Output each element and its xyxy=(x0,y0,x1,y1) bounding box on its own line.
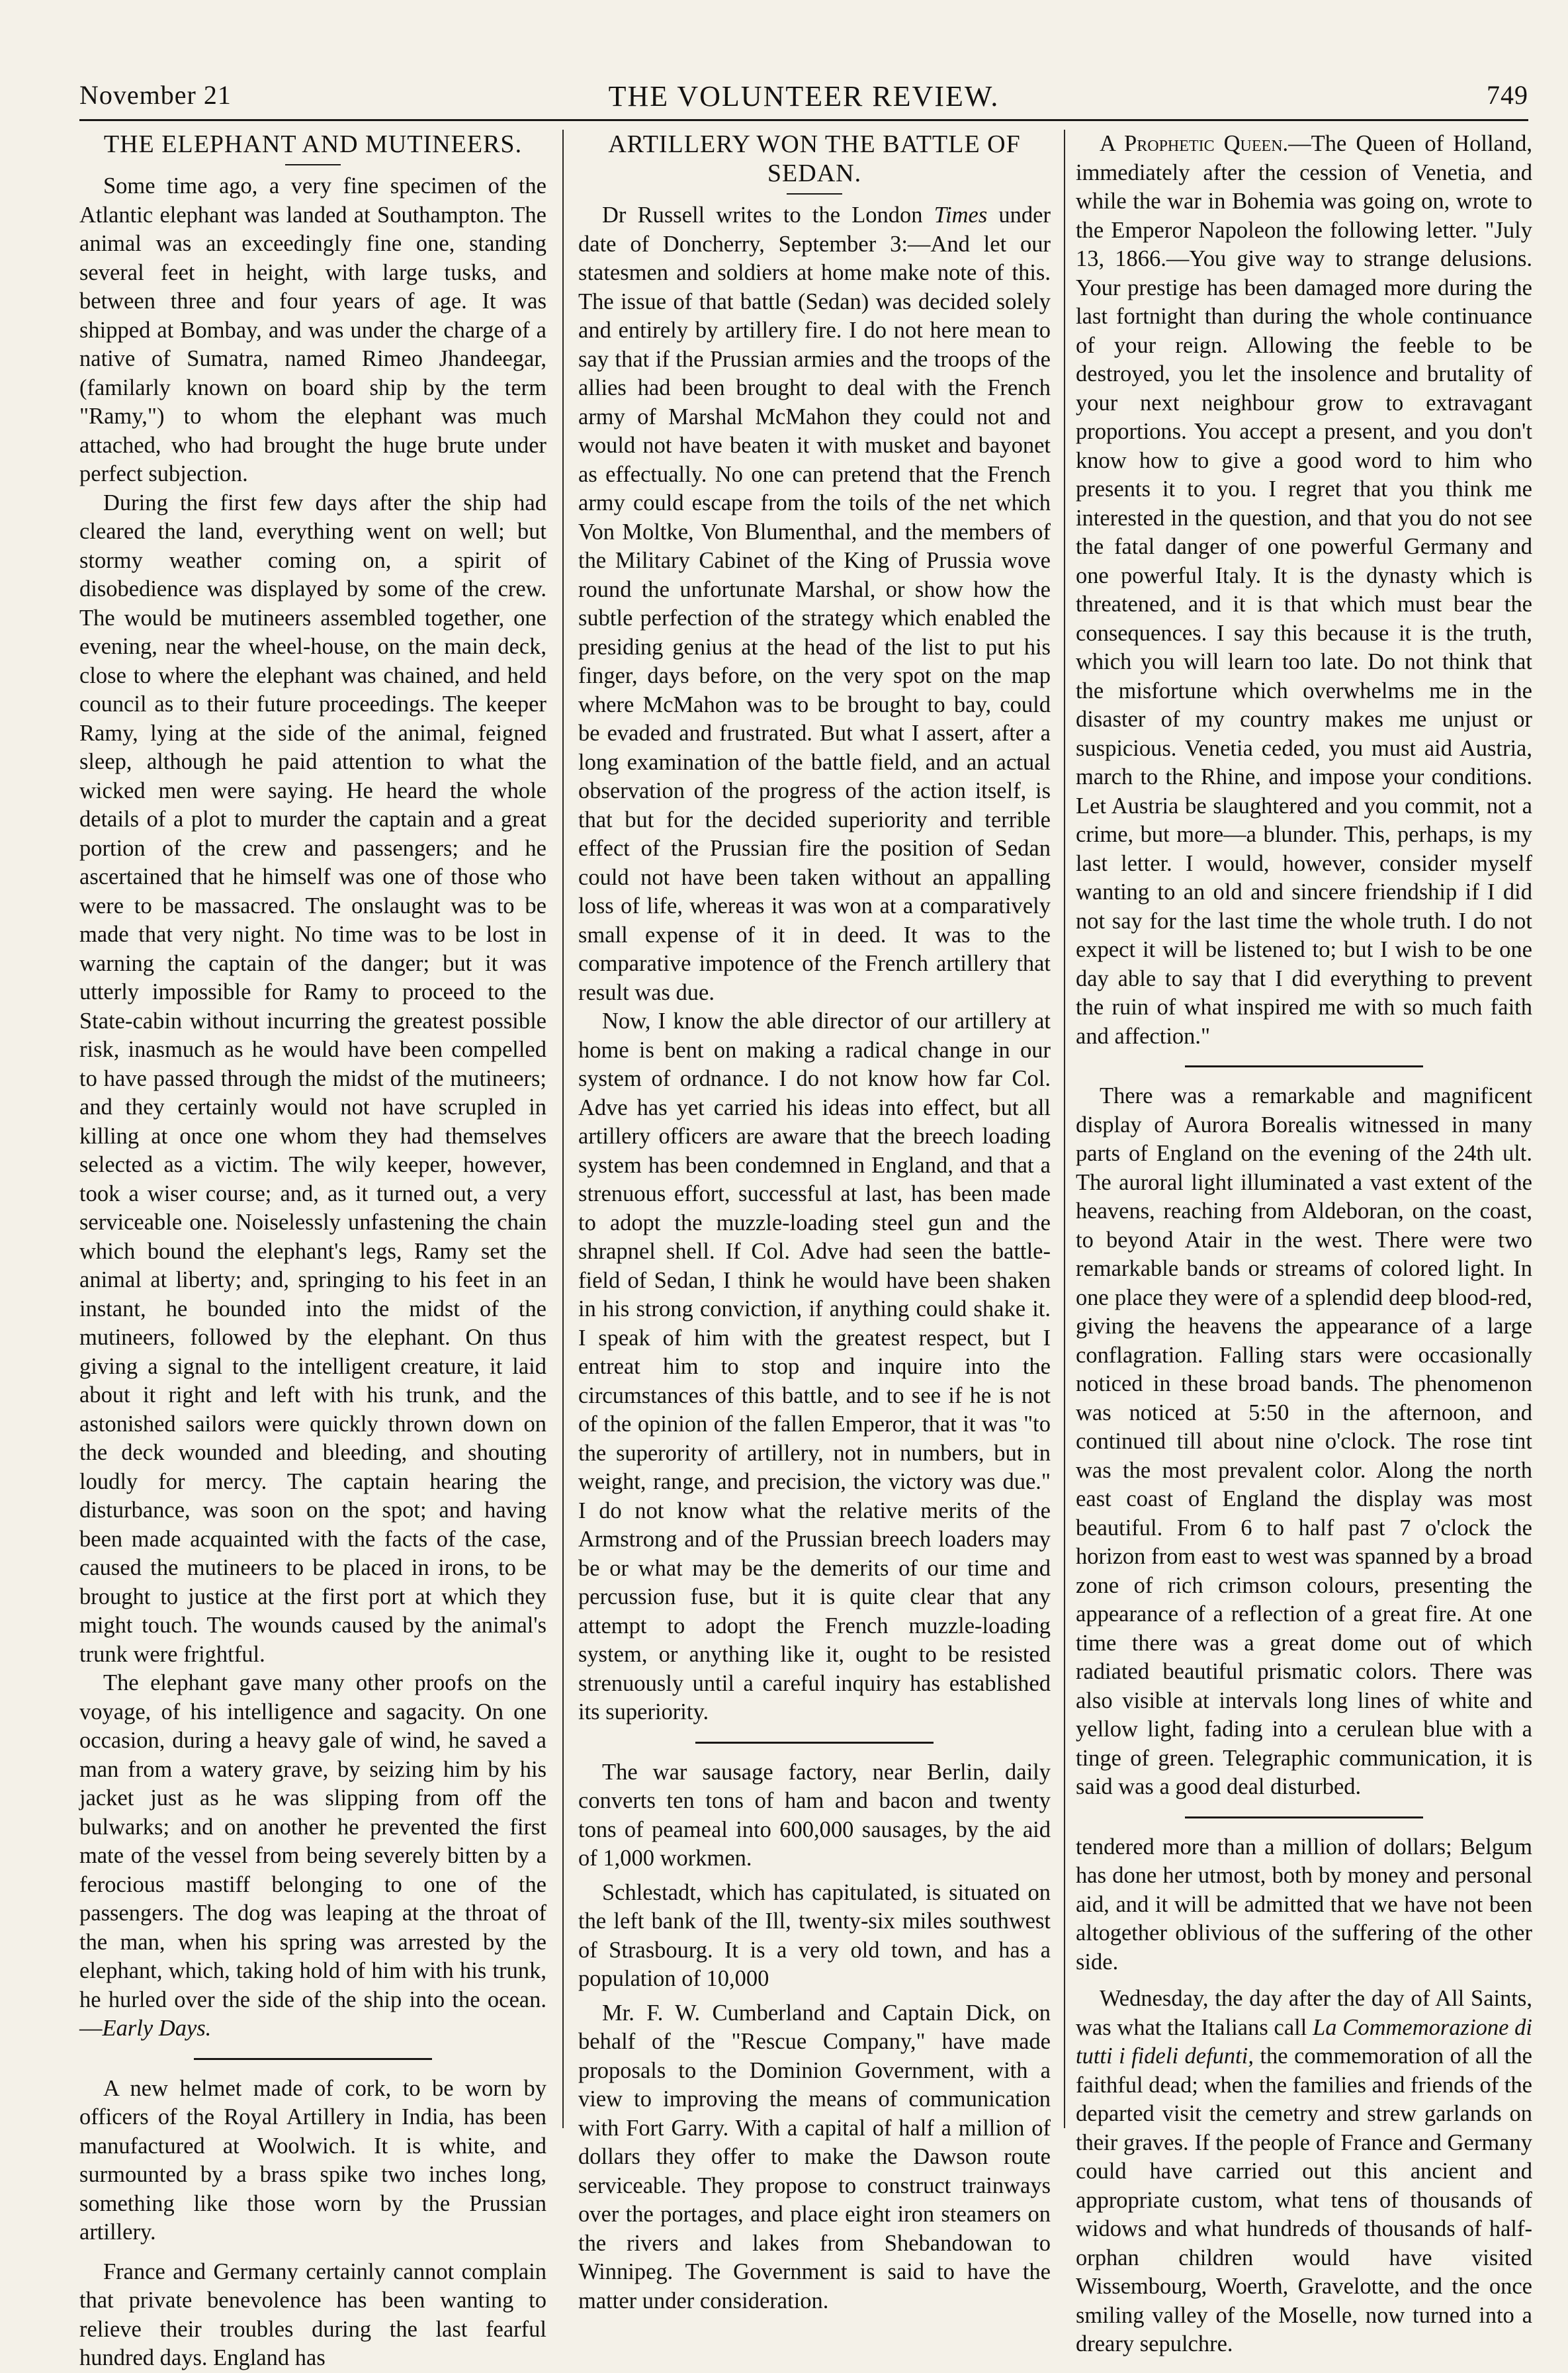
newspaper-name: Times xyxy=(934,202,988,228)
column-rule xyxy=(562,130,564,2128)
paragraph-heading: A Prophetic Queen. xyxy=(1100,131,1289,156)
italian-phrase: La Commemorazione di tutti i fideli defunti, xyxy=(1076,2014,1532,2069)
paragraph-text: under date of Doncherry, September 3:—And let our statesmen and soldiers at home make note of this. The issue of that battle (Sedan) was decided solely and entirely by artillery fire. I do not here mean to say that if the Prussian armies and the troops of the allies had been brought to deal with the French army of Marshal McMahon they could not and would not have beaten it with musket and bayonet as effectually. No one can pretend that the French army could escape from the toils of the net which Von Moltke, Von Blumenthal, and the members of the Military Cabinet of the King of Prussia wove round the unfortunate Marshal, or show how the subtle perfection of the strategy which enabled the presiding genius at the head of the list to put his finger, days before, on the very spot on the map where McMahon was to be brought to bay, could be evaded and frustrated. But what I assert, after a long examination of the battle field, and an actual observation of the progress of the action itself, is that but for the decided superiority and terrible effect of the Prussian fire the position of Sedan could not have been taken without an appalling loss of life, whereas it was won at a comparatively small expense of it in deed. It was to the comparative impotence of the French artillery that result was due. xyxy=(578,202,1051,1005)
paragraph: During the first few days after the ship had cleared the land, everything went on well; but stormy weather coming on, a spirit of disobedience was displayed by some of the crew. The would be mutineers assembled together, one evening, near the wheel-house, on the main deck, close to where the elephant was chained, and held council as to their future proceedings. The keeper Ramy, lying at the side of the animal, feigned sleep, although he paid attention to what the wicked men were saying. He heard the whole details of a plot to murder the captain and a great portion of the crew and passengers; and he ascertained that he himself was one of those who were to be massacred. The onslaught was to be made that very night. No time was to be lost in warning the captain of the danger; but it was utterly impossible for Ramy to proceed to the State-cabin without incurring the greatest possible risk, inasmuch as he would have been compelled to have passed through the midst of the mutineers; and they certainly would not have scrupled in killing at once one whom they had themselves selected as a victim. The wily keeper, however, took a wiser course; and, as it turned out, a very serviceable one. Noiselessly unfastening the chain which bound the elephant's legs, Ramy set the animal at liberty; and, springing to his feet in an instant, he bounded into the midst of the mutineers, followed by the elephant. On thus giving a signal to the intelligent creature, it laid about it right and left with his trunk, and the astonished sailors were quickly thrown down on the deck wounded and bleeding, and shouting loudly for mercy. The captain hearing the disturbance, was soon on the spot; and having been made acquainted with the facts of the case, caused the mutineers to be placed in irons, to be brought to justice at the first port at which they might touch. The wounds caused by the animal's trunk were frightful. xyxy=(79,490,546,1667)
article-title-elephant: THE ELEPHANT AND MUTINEERS. xyxy=(103,130,523,158)
paragraph: The war sausage factory, near Berlin, daily converts ten tons of ham and bacon and twenty tons of peameal into 600,000 sausages, by the aid of 1,000 workmen. xyxy=(578,1759,1051,1871)
page-number: 749 xyxy=(1487,80,1528,110)
paragraph: tendered more than a million of dollars; Belgum has done her utmost, both by money and personal aid, and it will be admitted that we have not been altogether oblivious of the suffering of the other side. xyxy=(1076,1834,1532,1975)
column-1 xyxy=(79,130,546,2370)
paragraph: There was a remarkable and magnificent display of Aurora Borealis witnessed in many parts of England on the evening of the 24th ult. The auroral light illuminated a vast extent of the heavens, reaching from Aldeboran, on the coast, to beyond Atair in the west. There were two remarkable bands or streams of colored light. In one place they were of a splendid deep blood-red, giving the heavens the appearance of a large conflagration. Falling stars were occasionally noticed in these broad bands. The phenomenon was noticed at 5:50 in the afternoon, and continued till about nine o'clock. The rose tint was the most prevalent color. Along the north east coast of England the display was most beautiful. From 6 to half past 7 o'clock the horizon from east to west was spanned by a broad zone of rich crimson colours, presenting the appearance of a reflection of a great fire. At one time there was a great dome out of which radiated beautiful prismatic colors. There was also visible at intervals long lines of white and yellow light, fading into a cerulean blue with a tinge of green. Telegraphic communication, it is said was a good deal disturbed. xyxy=(1076,1083,1532,1799)
paragraph: A new helmet made of cork, to be worn by officers of the Royal Artillery in India, has been manufactured at Woolwich. It is white, and surmounted by a brass spike two inches long, something like those worn by the Prussian artillery. xyxy=(79,2075,546,2245)
title-rule xyxy=(787,193,842,195)
article-separator xyxy=(1185,1065,1423,1067)
paragraph: Some time ago, a very fine specimen of the Atlantic elephant was landed at Southampton. The animal was an exceedingly fine one, standing several feet in height, with large tusks, and between three and four years of age. It was shipped at Bombay, and was under the charge of a native of Sumatra, named Rimeo Jhandeegar, (familarly known on board ship by the term "Ramy,") to whom the elephant was much attached, who had brought the huge brute under perfect subjection. xyxy=(79,173,546,486)
article-separator xyxy=(1185,1816,1423,1818)
source-credit: Early Days. xyxy=(102,2016,212,2041)
paragraph: Mr. F. W. Cumberland and Captain Dick, on behalf of the "Rescue Company," have made proposals to the Dominion Government, with a view to improving the means of communication with Fort Garry. With a capital of half a million of dollars they offer to make the Dawson route serviceable. They propose to construct trainways over the portages, and place eight iron steamers on the rivers and lakes from Shebandowan to Winnipeg. The Government is said to have the matter under consideration. xyxy=(578,2000,1051,2313)
paragraph-text: —The Queen of Holland, immediately after the cession of Venetia, and while the war in Bohemia was going on, wrote to the Emperor Napoleon the following letter. "July 13, 1866.—You give way to strange delusions. Your prestige has been damaged more during the last fortnight than during the whole continuance of your reign. Allowing the feeble to be destroyed, you let the insolence and brutality of your next neighbour grow to extravagant proportions. You accept a present, and you don't know how to give a good word to him who presents it to you. I regret that you think me interested in the question, and that you do not see the fatal danger of one powerful Germany and one powerful Italy. It is the dynasty which is threatened, and it is that which must bear the consequences. I say this because it is the truth, which you will learn too late. Do not think that the misfortune which overwhelms me in the disaster of my country makes me unjust or suspicious. Venetia ceded, you must aid Austria, march to the Rhine, and impose your conditions. Let Austria be slaughtered and you commit, not a crime, but more—a blunder. This, perhaps, is my last letter. I would, however, consider myself wanting to an old and sincere friendship if I did not say for the last time the whole truth. I do not expect it will be listened to; but I wish to be one day able to say that I did everything to prevent the ruin of what inspired me with so much faith and affection." xyxy=(1076,131,1532,1049)
paragraph: France and Germany certainly cannot complain that private benevolence has been wanting to relieve their troubles during the last fearful hundred days. England has xyxy=(79,2259,546,2370)
paragraph: Now, I know the able director of our artillery at home is bent on making a radical change in our system of ordnance. I do not know how far Col. Adve has yet carried his ideas into effect, but all artillery officers are aware that the breech loading system has been condemned in England, and that a strenuous effort, successful at last, has been made to adopt the muzzle-loading steel gun and the shrapnel shell. If Col. Adve had seen the battle-field of Sedan, I think he would have been shaken in his strong conviction, if anything could shake it. I speak of him with the greatest respect, but I entreat him to stop and inquire into the circumstances of this battle, and to see if he is not of the opinion of the fallen Emperor, that it was "to the superority of artillery, not in numbers, but in weight, range, and precision, the victory was due." I do not know what the relative merits of the Armstrong and of the Prussian breech loaders may be or what may be the demerits of our time and percussion fuse, but it is quite clear that any attempt to adopt the French muzzle-loading system, or anything like it, ought to be resisted strenuously until a careful inquiry has established its superiority. xyxy=(578,1008,1051,1724)
masthead-title: THE VOLUNTEER REVIEW. xyxy=(608,80,1000,112)
paragraph xyxy=(1076,1985,1532,2359)
article-separator xyxy=(695,1742,934,1744)
title-rule xyxy=(285,164,341,165)
paragraph-text: Wednesday, the day after the day of All Saints, was what the Italians call xyxy=(1076,1986,1532,2040)
paragraph: Schlestadt, which has capitulated, is situated on the left bank of the Ill, twenty-six miles southwest of Strasbourg. It is a very old town, and has a population of 10,000 xyxy=(578,1879,1051,1991)
article-title-artillery: ARTILLERY WON THE BATTLE OF SEDAN. xyxy=(608,130,1021,187)
column-3 xyxy=(1076,130,1532,2356)
paragraph-text: the commemoration of all the faithful dead; when the families and friends of the departed visit the cemetry and strew garlands on their graves. If the people of France and Germany could have carried out this ancient and appropriate custom, what tens of thousands of widows and what hundreds of thousands of half-orphan children would have visited Wissembourg, Woerth, Gravelotte, and the once smiling valley of the Moselle, now turned into a dreary sepulchre. xyxy=(1076,2043,1532,2356)
paragraph xyxy=(1076,130,1532,1051)
paragraph-text: Dr Russell writes to the London xyxy=(602,202,934,228)
paragraph xyxy=(79,1669,546,2043)
article-separator xyxy=(194,2058,432,2060)
paragraph xyxy=(578,201,1051,1007)
page-header xyxy=(79,79,1528,121)
paragraph-text: The elephant gave many other proofs on the voyage, of his intelligence and sagacity. On one occasion, during a heavy gale of wind, he saved a man from a watery grave, by seizing him by his jacket just as he was slipping from off the bulwarks; and on another he prevented the first mate of the vessel from being severely bitten by a ferocious mastiff belonging to one of the passengers. The dog was leaping at the throat of the man, when his spring was arrested by the elephant, which, taking hold of him with his trunk, he hurled over the side of the ship into the ocean.— xyxy=(79,1670,546,2041)
column-rule xyxy=(1064,130,1065,2128)
column-2 xyxy=(578,130,1051,2313)
header-date: November 21 xyxy=(79,80,232,110)
